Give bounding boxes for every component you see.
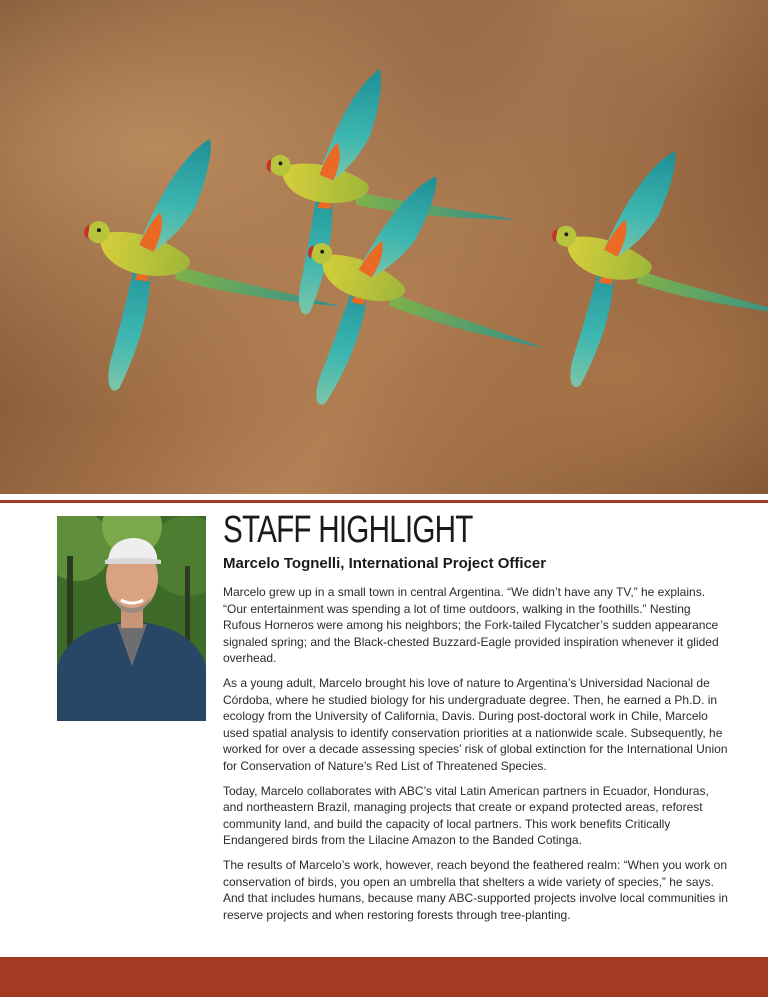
macaw-4 bbox=[527, 133, 768, 423]
article-paragraph: The results of Marcelo’s work, however, reach beyond the feathered realm: “When you work on conservation of birds, you open an umbrella that shelters a wide variety of species,” he says. And that includes humans, because many ABC-supported projects involve local communities in reserve projects and when restoring forests through tree-planting. bbox=[223, 857, 728, 922]
macaw-flock bbox=[0, 0, 768, 494]
portrait-illustration bbox=[57, 516, 206, 721]
staff-name-title: Marcelo Tognelli, International Project Officer bbox=[223, 555, 547, 572]
article-paragraph: Marcelo grew up in a small town in central Argentina. “We didn’t have any TV,” he explains. “Our entertainment was spending a lot of time outdoors, walking in the foothills.” Nesting Rufous Horneros were among his neighbors; the Fork-tailed Flycatcher’s sudden appearance signaled spring; and the Black-chested Buzzard-Eagle provided inspiration whenever it glided overhead. bbox=[223, 585, 719, 666]
section-divider bbox=[0, 500, 768, 503]
hero-photo-flying-macaws bbox=[0, 0, 768, 494]
footer-band bbox=[0, 957, 768, 997]
article-paragraph: Today, Marcelo collaborates with ABC’s vital Latin American partners in Ecuador, Honduras, and northeastern Brazil, managing projects that create or expand protected areas, reforest community land, and build the capacity of local partners. This work benefits Critically Endangered birds from the Lilacine Amazon to the Banded Cotinga. bbox=[223, 783, 709, 848]
staff-highlight-article bbox=[223, 508, 728, 923]
section-heading: STAFF HIGHLIGHT bbox=[223, 509, 473, 551]
staff-portrait-photo bbox=[57, 516, 206, 721]
article-paragraph: As a young adult, Marcelo brought his love of nature to Argentina’s Universidad Nacional de Córdoba, where he studied biology for his undergraduate degree. Then, he earned a Ph.D. in ecology from the University of California, Davis. During post-doctoral work in Chile, Marcelo used spatial analysis to identify conservation priorities at a nationwide scale. Subsequently, he worked for over a decade assessing species’ risk of global extinction for the International Union for Conservation of Nature’s Red List of Threatened Species. bbox=[223, 675, 728, 773]
